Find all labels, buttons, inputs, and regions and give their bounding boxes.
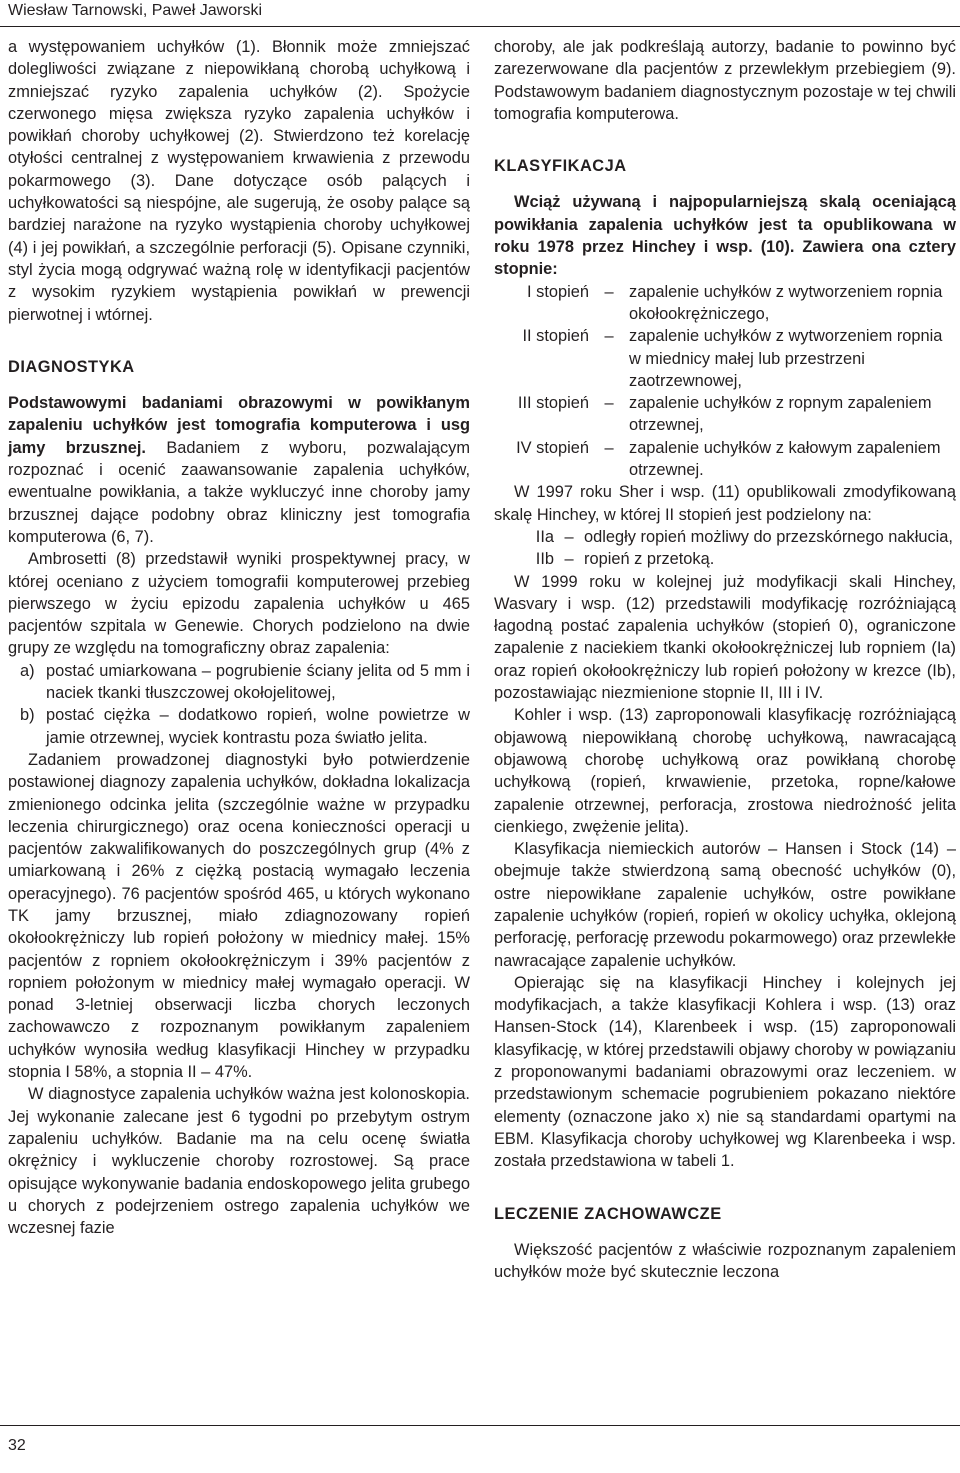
- substage-description: odległy ropień możliwy do przezskórnego nakłucia,: [584, 527, 953, 546]
- stage-label: II stopień: [522, 327, 589, 346]
- header-rule: [0, 26, 960, 27]
- footer-rule: [0, 1425, 960, 1426]
- substage-label: IIa: [535, 527, 554, 546]
- substage-item: [494, 526, 956, 548]
- page-number: 32: [8, 1437, 26, 1454]
- stage-label: III stopień: [517, 394, 589, 413]
- left-paragraph-5: W diagnostyce zapalenia uchyłków ważna jest kolonoskopia. Jej wykonanie zalecane jest 6 tygodni po przebytym ostrym zapaleniu uchyłków. Badanie ma na celu ocenę światła okrężnicy i wykluczenie choroby rozrostowej. Są prace opisujące wykonywanie badania endoskopowego jelita grubego u chorych z podejrzeniem ostrego zapalenia uchyłków we wczesnej fazie: [8, 1085, 470, 1238]
- stage-label: IV stopień: [516, 438, 589, 457]
- section-title-klasyfikacja: KLASYFIKACJA: [494, 157, 627, 176]
- left-paragraph-2-rest: Badaniem z wyboru, pozwalającym rozpoznać i ocenić zaawansowanie zapalenia uchyłków, ewentualne powikłania, a także wykluczyć inne choroby jamy brzusznej dające podobny obraz kliniczny jest tomografia komputerowa (6, 7).: [8, 438, 470, 546]
- list-marker-b: b): [20, 706, 35, 725]
- stage-dash: –: [604, 282, 614, 301]
- stage-description: zapalenie uchyłków z wytworzeniem ropnia okołookrężniczego,: [629, 282, 943, 323]
- stage-description: zapalenie uchyłków z ropnym zapaleniem otrzewnej,: [629, 394, 932, 435]
- stage-item: [494, 325, 956, 392]
- right-paragraph-5: Kohler i wsp. (13) zaproponowali klasyfikację rozróżniającą objawową niepowikłaną chorobę uchyłkową, nawracającą objawową chorobę uchyłkową oraz powikłaną chorobę uchyłkową (ropień, krwawienie, przetoka, ropne/kałowe zapalenie otrzewnej, perforacja, zrostowa niedrożność jelita cienkiego, zwężenie jelita).: [494, 706, 956, 836]
- substage-label: IIb: [535, 550, 554, 569]
- left-paragraph-3: Ambrosetti (8) przedstawił wyniki prospektywnej pracy, w której oceniano z użyciem tomografii komputerowej przebieg pierwszego w życiu epizodu zapalenia uchyłków u 465 pacjentów szpitala w Genewie. Chorych podzielono na dwie grupy ze względu na tomograficzny obraz zapalenia:: [8, 550, 470, 658]
- section-title-diagnostyka: DIAGNOSTYKA: [8, 357, 135, 376]
- list-item-a: [8, 660, 470, 705]
- stage-dash: –: [604, 327, 614, 346]
- left-paragraph-4: Zadaniem prowadzonej diagnostyki było potwierdzenie postawionej diagnozy zapalenia uchyłków, dokładna lokalizacja zmienionego odcinka jelita (szczególnie ważne w przypadku leczenia chirurgicznego) oraz ocena konieczności operacji u pacjentów zakwalifikowanych do poszczególnych grup (4% z umiarkowaną i 26% z ciężką postacią wymagało leczenia operacyjnego). 76 pacjentów spośród 465, u których wykonano TK jamy brzusznej, miało zdiagnozowany ropień okołookrężniczy lub ropień położony w miednicy małej. 15% pacjentów z ropniem okołookrężniczym i 39% pacjentów z ropniem położonym w miednicy małej wymagało operacji. W ponad 3-letniej obserwacji liczba chorych leczonych zachowawczo z rozpoznanym powikłanym zapaleniem uchyłków wynosiła według klasyfikacji Hinchey w przypadku stopnia I 58%, a stopnia II – 47%.: [8, 750, 470, 1082]
- right-column: [494, 36, 956, 1283]
- list-marker-a: a): [20, 661, 35, 680]
- left-paragraph-1: a występowaniem uchyłków (1). Błonnik może zmniejszać dolegliwości związane z niepowikłaną chorobą uchyłkową i zmniejszać ryzyko zapalenia uchyłków (2). Spożycie czerwonego mięsa zwiększa ryzyko zapalenia uchyłków i powikłań choroby uchyłkowej (2). Stwierdzono też korelację otyłości centralnej z występowaniem krwawienia z przewodu pokarmowego (3). Dane dotyczące osób palących i uchyłkowatości są niespójne, ale sugerują, że osoby palące są bardziej narażone na ryzyko wystąpienia choroby uchyłkowej (4) i jej powikłań, a szczególnie perforacji (5). Opisane czynniki, styl życia mogą odgrywać ważną rolę w identyfikacji pacjentów z wysokim ryzykiem wystąpienia powikłań w prewencji pierwotnej i wtórnej.: [8, 38, 470, 324]
- left-paragraph-2-lead: Podstawowymi badaniami obrazowymi w powikłanym zapaleniu uchyłków jest tomografia komputerowa i usg jamy brzusznej.: [8, 394, 470, 457]
- right-paragraph-6: Klasyfikacja niemieckich autorów – Hansen i Stock (14) – obejmuje także stwierdzoną samą obecność uchyłków (0), ostre niepowikłane zapalenie uchyłków, ostre powikłane zapalenie uchyłków (ropień, ropień w okolicy uchyłka, oklejoną perforację, perforację przewodu pokarmowego) oraz przewlekłe nawracające zapalenie uchyłków.: [494, 840, 956, 970]
- section-title-leczenie: LECZENIE ZACHOWAWCZE: [494, 1204, 722, 1223]
- right-paragraph-4: W 1999 roku w kolejnej już modyfikacji skali Hinchey, Wasvary i wsp. (12) przedstawili modyfikację rozróżniającą łagodną postać zapalenia uchyłków (stopień 0), ograniczone zapalenie z naciekiem tkanki okołookrężniczej lub ropniem (Ia) oraz ropień okołookrężniczy lub ropień położony w krezce (Ib), pozostawiając niezmienione stopnie II, III i IV.: [494, 572, 956, 703]
- stage-label: I stopień: [527, 282, 589, 301]
- substage-description: ropień z przetoką.: [584, 550, 715, 569]
- list-text-b: postać ciężka – dodatkowo ropień, wolne powietrze w jamie otrzewnej, wyciek kontrastu poza światło jelita.: [46, 706, 470, 747]
- right-paragraph-7: Opierając się na klasyfikacji Hinchey i kolejnych jej modyfikacjach, a także klasyfikacji Kohlera i wsp. (13) oraz Hansen-Stock (14), Klarenbeek i wsp. (15) zaproponowali klasyfikację, w której przedstawili objawy choroby w powiązaniu z proponowanymi badaniami obrazowymi oraz leczeniem. w przedstawionym schemacie pogrubieniem pokazano niektóre elementy (oznaczone jako x) nie są standardami opartymi na EBM. Klasyfikacja choroby uchyłkowej wg Klarenbeeka i wsp. została przedstawiona w tabeli 1.: [494, 973, 956, 1171]
- right-paragraph-2-lead: Wciąż używaną i najpopularniejszą skalą oceniającą powikłania zapalenia uchyłków jest ta opublikowana w roku 1978 przez Hinchey i wsp. (10). Zawiera ona cztery stopnie:: [494, 193, 956, 279]
- right-paragraph-1: choroby, ale jak podkreślają autorzy, badanie to powinno być zarezerwowane dla pacjentów z przewlekłym przebiegiem (9). Podstawowym badaniem diagnostycznym pozostaje w tej chwili tomografia komputerowa.: [494, 38, 956, 123]
- right-paragraph-3: W 1997 roku Sher i wsp. (11) opublikowali zmodyfikowaną skalę Hinchey, w której II stopień jest podzielony na:: [494, 483, 956, 524]
- list-text-a: postać umiarkowana – pogrubienie ściany jelita od 5 mm i naciek tkanki tłuszczowej okołojelitowej,: [46, 661, 470, 703]
- stage-item: [494, 392, 956, 437]
- running-header: Wiesław Tarnowski, Paweł Jaworski: [8, 2, 262, 19]
- substage-dash: –: [564, 550, 574, 569]
- left-column: [8, 36, 470, 1239]
- right-paragraph-8: Większość pacjentów z właściwie rozpoznanym zapaleniem uchyłków może być skutecznie leczona: [494, 1240, 956, 1282]
- list-item-b: [8, 704, 470, 749]
- left-paragraph-2: [8, 392, 470, 548]
- stage-description: zapalenie uchyłków z kałowym zapaleniem otrzewnej.: [629, 438, 941, 480]
- stage-dash: –: [604, 438, 614, 457]
- stage-item: [494, 281, 956, 326]
- stage-description: zapalenie uchyłków z wytworzeniem ropnia w miednicy małej lub przestrzeni zaotrzewnowej,: [629, 327, 943, 390]
- stage-dash: –: [604, 394, 614, 413]
- substage-item: [494, 548, 956, 570]
- stage-item: [494, 437, 956, 482]
- substage-dash: –: [564, 527, 574, 546]
